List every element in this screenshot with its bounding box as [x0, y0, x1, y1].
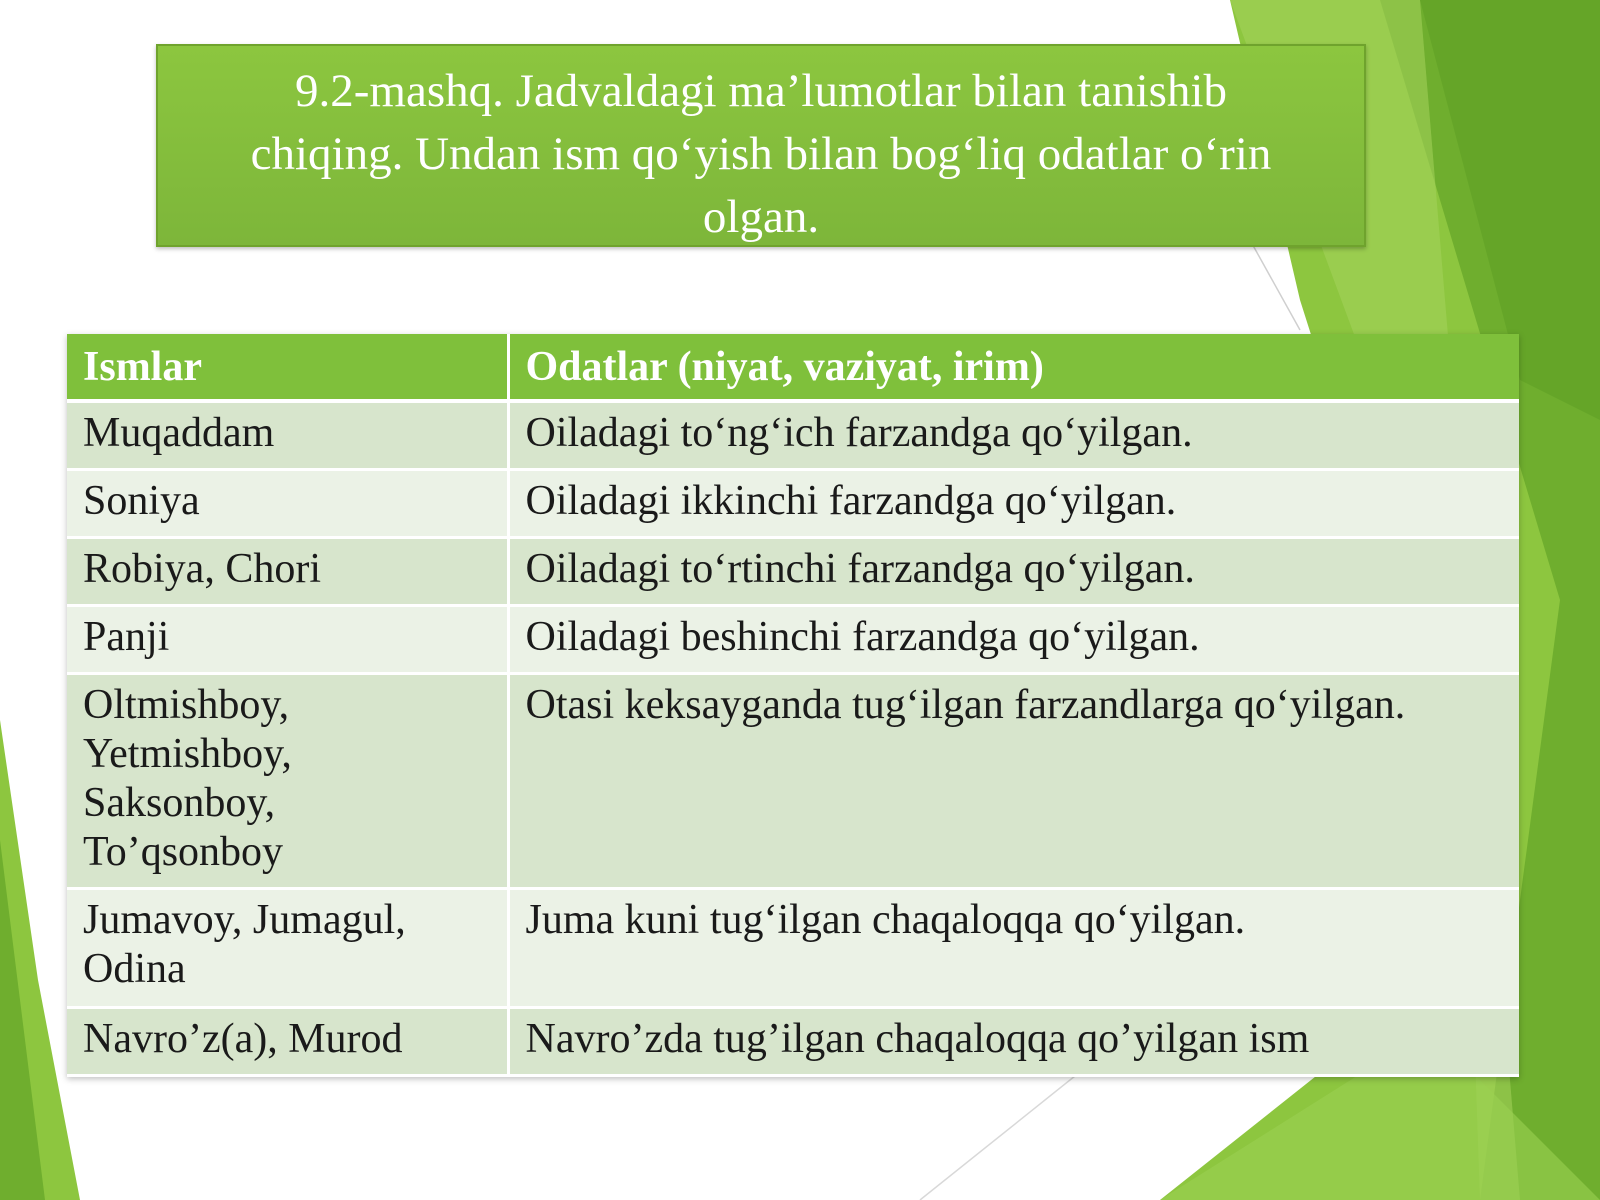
custom-cell: Oiladagi ikkinchi farzandga qo‘yilgan. — [508, 470, 1519, 538]
header-customs: Odatlar (niyat, vaziyat, irim) — [508, 334, 1519, 401]
table-row — [67, 470, 1519, 538]
custom-cell: Otasi keksayganda tug‘ilgan farzandlarga qo‘yilgan. — [508, 674, 1519, 889]
table-row — [67, 674, 1519, 889]
custom-cell: Oiladagi to‘rtinchi farzandga qo‘yilgan. — [508, 538, 1519, 606]
table-row — [67, 538, 1519, 606]
slide-title: 9.2-mashq. Jadvaldagi ma’lumotlar bilan tanishib chiqing. Undan ism qo‘yish bilan bog‘liq odatlar o‘rin olgan. — [156, 44, 1366, 247]
custom-cell: Oiladagi beshinchi farzandga qo‘yilgan. — [508, 606, 1519, 674]
names-customs-table — [67, 334, 1519, 1077]
name-cell: Muqaddam — [67, 401, 508, 470]
name-cell: Oltmishboy, Yetmishboy, Saksonboy, To’qsonboy — [67, 674, 508, 889]
table-row — [67, 606, 1519, 674]
name-cell: Jumavoy, Jumagul, Odina — [67, 889, 508, 1008]
name-cell: Robiya, Chori — [67, 538, 508, 606]
header-names: Ismlar — [67, 334, 508, 401]
table-row — [67, 889, 1519, 1008]
name-cell: Soniya — [67, 470, 508, 538]
custom-cell: Juma kuni tug‘ilgan chaqaloqqa qo‘yilgan. — [508, 889, 1519, 1008]
name-cell: Panji — [67, 606, 508, 674]
table-row — [67, 401, 1519, 470]
table-header-row — [67, 334, 1519, 401]
custom-cell: Navro’zda tug’ilgan chaqaloqqa qo’yilgan ism — [508, 1008, 1519, 1076]
name-cell: Navro’z(a), Murod — [67, 1008, 508, 1076]
custom-cell: Oiladagi to‘ng‘ich farzandga qo‘yilgan. — [508, 401, 1519, 470]
table-row — [67, 1008, 1519, 1076]
